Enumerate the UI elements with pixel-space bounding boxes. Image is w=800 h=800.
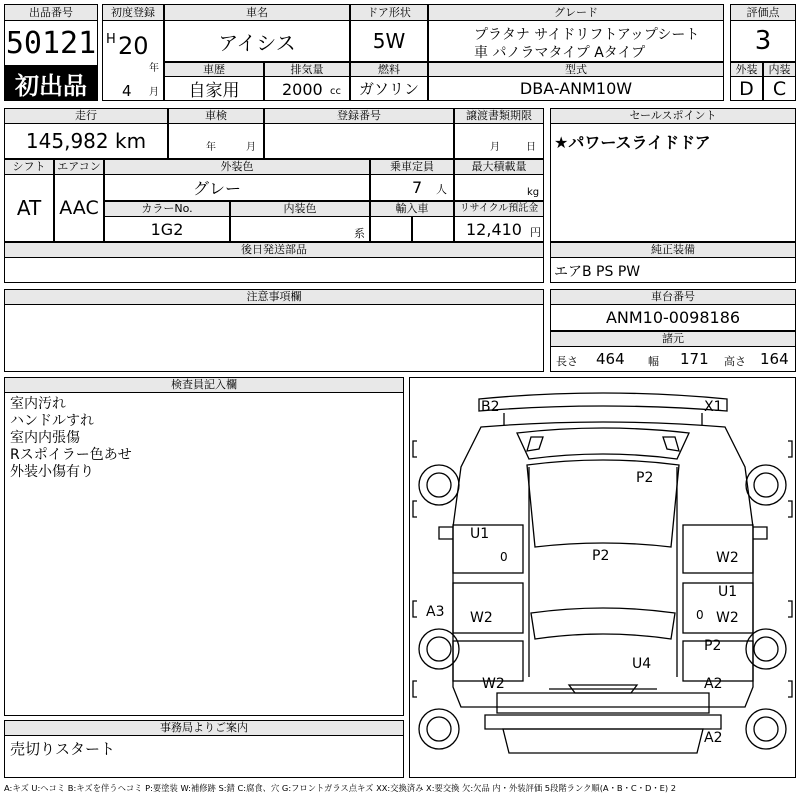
lot-number: 50121 — [5, 25, 97, 61]
notes-label: 注意事項欄 — [4, 289, 544, 305]
capacity-unit: 人 — [436, 183, 447, 196]
recycle-deposit-unit: 円 — [530, 226, 541, 239]
damage-mark-a2-bottom: A2 — [704, 730, 723, 746]
exterior-color-label: 外装色 — [104, 159, 370, 175]
grade-label: グレード — [428, 4, 724, 21]
interior-grade-label: 内装 — [763, 62, 796, 77]
shift-label: シフト — [4, 159, 54, 175]
damage-mark-w2-right: W2 — [716, 610, 739, 626]
registration-number-box — [264, 123, 454, 159]
equipment-label: 純正装備 — [550, 242, 796, 258]
max-load-label: 最大積載量 — [454, 159, 544, 175]
damage-mark-p2-right: P2 — [704, 638, 722, 654]
mileage: 145,982 km — [25, 129, 147, 153]
capacity: 7 — [412, 178, 423, 197]
equipment-text: エアB PS PW — [554, 264, 641, 280]
interior-grade: C — [772, 77, 787, 100]
registration-era: H — [106, 32, 116, 47]
import-box-right — [412, 216, 454, 242]
inspection-box — [168, 123, 264, 159]
history-label: 車歴 — [164, 62, 264, 77]
legend-text: A:キズ U:ヘコミ B:キズを伴うヘコミ P:要塗装 W:補修跡 S:錆 C:腐食、穴 G:フロントガラス点キズ XX:交換済み X:要交換 欠:欠品 内・外装評価 5段階ランク順(A・B・C・D・E) 2 — [4, 783, 677, 793]
damage-mark-a2-rear-right: A2 — [704, 676, 723, 692]
exterior-color: グレー — [192, 179, 241, 198]
damage-mark-p2-roof: P2 — [636, 470, 654, 486]
transfer-deadline-box — [454, 123, 544, 159]
later-parts-box — [4, 257, 544, 283]
inspector-note: 外装小傷有り — [10, 464, 94, 480]
interior-color-unit: 系 — [354, 227, 365, 240]
displacement: 2000 — [282, 80, 323, 99]
office-notice-text: 売切りスタート — [10, 740, 116, 758]
import-box-left — [370, 216, 412, 242]
fuel-label: 燃料 — [350, 62, 428, 77]
damage-mark-u1-right: U1 — [718, 584, 738, 600]
registration-month: 4 — [122, 82, 132, 100]
mileage-label: 走行 — [4, 108, 168, 124]
registration-year: 20 — [118, 32, 149, 60]
aircon: AAC — [59, 197, 99, 219]
dimensions-label: 諸元 — [550, 331, 796, 347]
office-notice-label: 事務局よりご案内 — [4, 720, 404, 736]
sales-point-text: ★パワースライドドア — [554, 133, 711, 152]
grade-line-1: プラタナ サイドリフトアップシート — [474, 27, 700, 43]
damage-mark-w2-left: W2 — [470, 610, 493, 626]
damage-mark-u4: U4 — [632, 656, 652, 672]
interior-color-label: 内装色 — [230, 201, 370, 217]
length-label: 長さ — [556, 355, 578, 368]
damage-mark-zero-right: 0 — [696, 608, 704, 622]
damage-mark-w2-right-front: W2 — [716, 550, 739, 566]
width-value: 171 — [680, 350, 709, 368]
lot-number-label: 出品番号 — [4, 4, 98, 21]
damage-mark-w2-rear-left: W2 — [482, 676, 505, 692]
model-label: 型式 — [428, 62, 724, 77]
registration-year-unit: 年 — [149, 63, 159, 74]
chassis-number: ANM10-0098186 — [605, 308, 741, 327]
fuel: ガソリン — [358, 80, 419, 98]
inspector-note: Rスポイラー色あせ — [10, 447, 132, 463]
car-diagram — [409, 377, 796, 778]
damage-mark-b2: B2 — [481, 399, 500, 415]
exterior-grade: D — [739, 77, 754, 100]
chassis-number-label: 車台番号 — [550, 289, 796, 305]
transfer-month-unit: 月 — [490, 142, 500, 153]
history: 自家用 — [188, 81, 240, 101]
shift: AT — [16, 196, 42, 220]
transfer-day-unit: 日 — [526, 142, 536, 153]
recycle-deposit: 12,410 — [466, 220, 522, 239]
damage-mark-u1-left: U1 — [470, 526, 490, 542]
height-label: 高さ — [724, 355, 746, 368]
score: 3 — [754, 26, 772, 56]
inspector-notes-label: 検査員記入欄 — [4, 377, 404, 393]
capacity-label: 乗車定員 — [370, 159, 454, 175]
car-name-label: 車名 — [164, 4, 350, 21]
transfer-deadline-label: 譲渡書類期限 — [454, 108, 544, 124]
first-registration-label: 初度登録 — [102, 4, 164, 21]
recycle-deposit-label: リサイクル預託金 — [454, 201, 544, 217]
exterior-grade-label: 外装 — [730, 62, 763, 77]
color-number-label: カラーNo. — [104, 201, 230, 217]
score-label: 評価点 — [730, 4, 796, 21]
later-parts-label: 後日発送部品 — [4, 242, 544, 258]
aircon-label: エアコン — [54, 159, 104, 175]
registration-number-label: 登録番号 — [264, 108, 454, 124]
width-label: 幅 — [648, 355, 659, 368]
grade-line-2: 車 パノラマタイプ Aタイプ — [474, 45, 646, 61]
sales-point-label: セールスポイント — [550, 108, 796, 124]
displacement-unit: cc — [330, 86, 341, 97]
damage-mark-a3: A3 — [426, 604, 445, 620]
damage-mark-x1: X1 — [704, 399, 723, 415]
max-load-unit: kg — [527, 187, 540, 198]
door-type: 5W — [372, 29, 406, 53]
registration-month-unit: 月 — [149, 87, 159, 98]
inspector-note: 室内汚れ — [10, 396, 66, 412]
color-number: 1G2 — [150, 219, 184, 239]
interior-color-box — [230, 216, 370, 242]
inspection-month-unit: 月 — [246, 142, 256, 153]
displacement-label: 排気量 — [264, 62, 350, 77]
notes-box — [4, 304, 544, 372]
damage-mark-zero-left: 0 — [500, 550, 508, 564]
height-value: 164 — [760, 350, 789, 368]
inspection-label: 車検 — [168, 108, 264, 124]
damage-mark-p2-center: P2 — [592, 548, 610, 564]
import-label: 輸入車 — [370, 201, 454, 217]
inspector-note: 室内内張傷 — [10, 430, 80, 446]
inspector-note: ハンドルすれ — [10, 413, 94, 429]
model: DBA-ANM10W — [519, 79, 633, 98]
length-value: 464 — [596, 350, 625, 368]
first-listing-badge: 初出品 — [4, 66, 98, 101]
door-type-label: ドア形状 — [350, 4, 428, 21]
car-name: アイシス — [218, 30, 296, 55]
inspection-year-unit: 年 — [206, 142, 216, 153]
